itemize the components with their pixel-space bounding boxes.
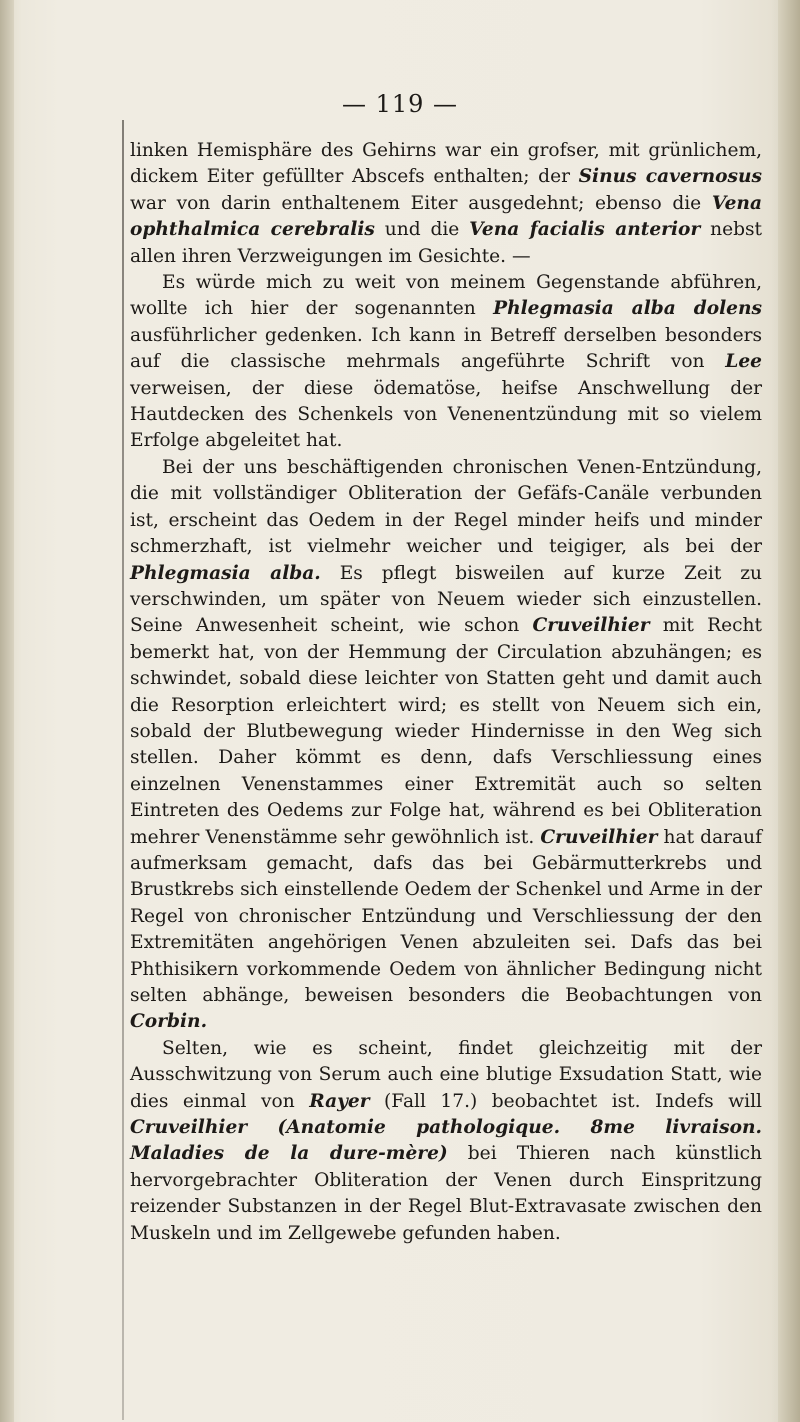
italic-run: Corbin.: [130, 1011, 208, 1033]
italic-run: Lee: [725, 351, 762, 373]
italic-run: Sinus cavernosus: [578, 166, 762, 188]
text-run: nebst allen ihren Verzweigungen im Gesichte. —: [130, 219, 763, 267]
page-number: — 119 —: [341, 90, 459, 118]
italic-run: Cruveilhier (Anatomie pathologique. 8me livraison. Maladies de la dure-mère): [130, 1117, 762, 1165]
text-run: (Fall 17.) beobachtet ist. Indefs will: [369, 1090, 762, 1112]
text-run: Bei der uns beschäftigenden chronischen Venen-Entzündung, die mit vollständiger Obliteration der Gefäfs-Canäle verbunden ist, erscheint das Oedem in der Regel minder heifs und minder schmerzhaft, ist vielmehr weicher und teigiger, als bei der: [130, 456, 762, 558]
text-run: bei Thieren nach künstlich hervorgebrachter Obliteration der Venen durch Einspritzung reizender Substanzen in der Regel Blut-Extravasate zwischen den Muskeln und im Zellgewebe gefunden haben.: [130, 1143, 762, 1244]
text-run: Selten, wie es scheint, findet gleichzeitig mit der Ausschwitzung von Serum auch eine blutige Exsudation Statt, wie dies einmal von: [130, 1037, 762, 1112]
binding-gutter: [0, 0, 14, 1422]
page-edge: [778, 0, 800, 1422]
text-run: und die: [374, 219, 470, 241]
italic-run: Cruveilhier: [532, 615, 650, 637]
text-run: linken Hemisphäre des Gehirns war ein grofser, mit grünlichem, dickem Eiter gefüllter Abscefs enthalten; der: [130, 140, 762, 188]
paragraph: [130, 270, 762, 455]
italic-run: Phlegmasia alba.: [130, 562, 321, 584]
italic-run: Cruveilhier: [540, 826, 658, 848]
paragraph: [130, 1036, 762, 1247]
italic-run: Rayer: [309, 1090, 370, 1112]
text-run: ausführlicher gedenken. Ich kann in Betreff derselben besonders auf die classische mehrmals angeführte Schrift von: [130, 324, 762, 373]
text-run: hat darauf aufmerksam gemacht, dafs das bei Gebärmutterkrebs und Brustkrebs sich einstellende Oedem der Schenkel und Arme in der Regel von chronischer Entzündung und Verschliessung der den Extremitäten angehörigen Venen abzuleiten sei. Dafs das bei Phthisikern vorkommende Oedem von ähnlicher Bedingung nicht selten abhänge, beweisen besonders die Beobachtungen von: [130, 826, 762, 1006]
body-text: [130, 138, 762, 1247]
italic-run: Vena ophthalmica cerebralis: [130, 192, 762, 241]
italic-run: Vena facialis anterior: [469, 219, 701, 241]
text-run: Es würde mich zu weit von meinem Gegenstande abführen, wollte ich hier der sogenannten: [130, 272, 762, 320]
scan-shadow-line: [122, 120, 124, 1420]
paragraph: [130, 138, 762, 270]
text-run: verweisen, der diese ödematöse, heifse Anschwellung der Hautdecken des Schenkels von Venenentzündung mit so vielem Erfolge abgeleitet hat.: [130, 377, 762, 452]
paragraph: [130, 455, 762, 1036]
text-run: war von darin enthaltenem Eiter ausgedehnt; ebenso die: [130, 192, 712, 214]
italic-run: Phlegmasia alba dolens: [493, 298, 762, 320]
text-run: Es pflegt bisweilen auf kurze Zeit zu verschwinden, um später von Neuem wieder sich einzustellen. Seine Anwesenheit scheint, wie schon: [130, 562, 762, 637]
text-run: mit Recht bemerkt hat, von der Hemmung der Circulation abzuhängen; es schwindet, sobald diese leichter von Statten geht und damit auch die Resorption erleichtert wird; es stellt von Neuem sich ein, sobald der Blutbewegung wieder Hindernisse in den Weg sich stellen. Daher kömmt es denn, dafs Verschliessung eines einzelnen Venenstammes einer Extremität auch so selten Eintreten des Oedems zur Folge hat, während es bei Obliteration mehrer Venenstämme sehr gewöhnlich ist.: [130, 615, 762, 848]
